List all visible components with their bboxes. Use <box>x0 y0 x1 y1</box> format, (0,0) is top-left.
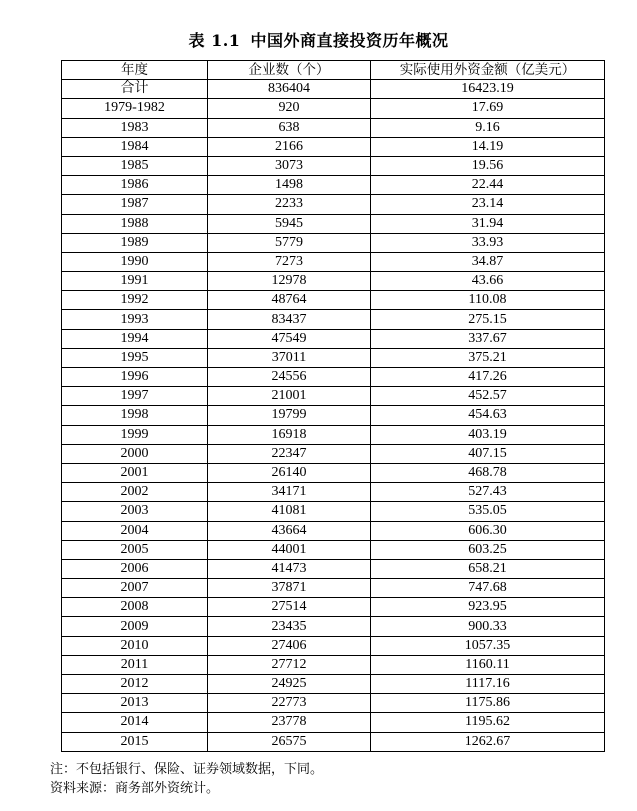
cell-amount: 375.21 <box>371 348 605 367</box>
cell-amount: 16423.19 <box>371 80 605 99</box>
cell-amount: 1057.35 <box>371 636 605 655</box>
cell-year: 2013 <box>62 694 208 713</box>
cell-amount: 1175.86 <box>371 694 605 713</box>
cell-year: 1992 <box>62 291 208 310</box>
cell-enterprises: 23435 <box>208 617 371 636</box>
table-row <box>62 617 605 636</box>
cell-enterprises: 34171 <box>208 483 371 502</box>
cell-amount: 34.87 <box>371 252 605 271</box>
cell-amount: 110.08 <box>371 291 605 310</box>
cell-amount: 417.26 <box>371 368 605 387</box>
table-row <box>62 732 605 751</box>
cell-enterprises: 2166 <box>208 137 371 156</box>
column-header-year: 年度 <box>62 61 208 80</box>
table-caption <box>0 28 637 51</box>
cell-amount: 17.69 <box>371 99 605 118</box>
cell-year: 1989 <box>62 233 208 252</box>
cell-amount: 923.95 <box>371 598 605 617</box>
cell-enterprises: 41473 <box>208 559 371 578</box>
cell-year: 1993 <box>62 310 208 329</box>
cell-year: 1985 <box>62 156 208 175</box>
cell-year: 1984 <box>62 137 208 156</box>
cell-enterprises: 24556 <box>208 368 371 387</box>
table-row <box>62 463 605 482</box>
cell-year: 2010 <box>62 636 208 655</box>
cell-amount: 603.25 <box>371 540 605 559</box>
table-row <box>62 559 605 578</box>
table-row <box>62 713 605 732</box>
cell-enterprises: 24925 <box>208 675 371 694</box>
cell-enterprises: 638 <box>208 118 371 137</box>
cell-amount: 337.67 <box>371 329 605 348</box>
table-row <box>62 348 605 367</box>
table-body <box>62 80 605 752</box>
table-row <box>62 137 605 156</box>
cell-year: 1996 <box>62 368 208 387</box>
cell-enterprises: 27406 <box>208 636 371 655</box>
cell-year: 1999 <box>62 425 208 444</box>
cell-amount: 403.19 <box>371 425 605 444</box>
cell-year: 1983 <box>62 118 208 137</box>
cell-enterprises: 26575 <box>208 732 371 751</box>
cell-amount: 31.94 <box>371 214 605 233</box>
cell-amount: 535.05 <box>371 502 605 521</box>
cell-enterprises: 1498 <box>208 176 371 195</box>
cell-amount: 22.44 <box>371 176 605 195</box>
cell-year: 1994 <box>62 329 208 348</box>
cell-year: 2014 <box>62 713 208 732</box>
cell-year: 1990 <box>62 252 208 271</box>
cell-enterprises: 26140 <box>208 463 371 482</box>
cell-amount: 527.43 <box>371 483 605 502</box>
cell-enterprises: 19799 <box>208 406 371 425</box>
cell-enterprises: 5945 <box>208 214 371 233</box>
table-title: 中国外商直接投资历年概况 <box>250 31 449 50</box>
cell-amount: 658.21 <box>371 559 605 578</box>
cell-enterprises: 47549 <box>208 329 371 348</box>
cell-amount: 23.14 <box>371 195 605 214</box>
cell-enterprises: 920 <box>208 99 371 118</box>
cell-year: 1995 <box>62 348 208 367</box>
table-row <box>62 694 605 713</box>
table-row <box>62 655 605 674</box>
cell-year: 2003 <box>62 502 208 521</box>
cell-enterprises: 23778 <box>208 713 371 732</box>
cell-amount: 606.30 <box>371 521 605 540</box>
cell-year: 2006 <box>62 559 208 578</box>
table-row <box>62 636 605 655</box>
cell-year: 1988 <box>62 214 208 233</box>
cell-year: 2012 <box>62 675 208 694</box>
cell-enterprises: 44001 <box>208 540 371 559</box>
table-row <box>62 176 605 195</box>
cell-year: 2015 <box>62 732 208 751</box>
cell-enterprises: 836404 <box>208 80 371 99</box>
table-number: 表 1.1 <box>188 31 241 50</box>
cell-amount: 407.15 <box>371 444 605 463</box>
cell-amount: 452.57 <box>371 387 605 406</box>
table-row <box>62 99 605 118</box>
footnotes <box>50 760 323 798</box>
cell-enterprises: 7273 <box>208 252 371 271</box>
table-row <box>62 272 605 291</box>
table-row <box>62 195 605 214</box>
cell-enterprises: 27514 <box>208 598 371 617</box>
cell-enterprises: 5779 <box>208 233 371 252</box>
cell-year: 2005 <box>62 540 208 559</box>
cell-amount: 900.33 <box>371 617 605 636</box>
table-row <box>62 406 605 425</box>
cell-amount: 33.93 <box>371 233 605 252</box>
cell-enterprises: 2233 <box>208 195 371 214</box>
cell-year: 1997 <box>62 387 208 406</box>
source-note: 资料来源：商务部外资统计。 <box>50 781 220 796</box>
table-row <box>62 80 605 99</box>
cell-enterprises: 22347 <box>208 444 371 463</box>
cell-year: 2011 <box>62 655 208 674</box>
cell-amount: 1117.16 <box>371 675 605 694</box>
cell-enterprises: 22773 <box>208 694 371 713</box>
cell-amount: 468.78 <box>371 463 605 482</box>
table-row <box>62 310 605 329</box>
table-row <box>62 425 605 444</box>
cell-year: 1998 <box>62 406 208 425</box>
table-row <box>62 579 605 598</box>
footnote: 注：不包括银行、保险、证券领域数据，下同。 <box>50 762 324 777</box>
column-header-enterprises: 企业数（个） <box>208 61 371 80</box>
table-row <box>62 368 605 387</box>
table-row <box>62 291 605 310</box>
cell-amount: 454.63 <box>371 406 605 425</box>
table-row <box>62 387 605 406</box>
cell-enterprises: 37871 <box>208 579 371 598</box>
cell-enterprises: 21001 <box>208 387 371 406</box>
table-row <box>62 502 605 521</box>
cell-enterprises: 43664 <box>208 521 371 540</box>
table-row <box>62 521 605 540</box>
cell-enterprises: 16918 <box>208 425 371 444</box>
cell-enterprises: 27712 <box>208 655 371 674</box>
table-row <box>62 483 605 502</box>
table-row <box>62 156 605 175</box>
cell-year: 1991 <box>62 272 208 291</box>
cell-enterprises: 48764 <box>208 291 371 310</box>
cell-amount: 14.19 <box>371 137 605 156</box>
cell-year: 1979-1982 <box>62 99 208 118</box>
cell-amount: 1195.62 <box>371 713 605 732</box>
cell-year: 2000 <box>62 444 208 463</box>
header-row <box>62 61 605 80</box>
cell-enterprises: 41081 <box>208 502 371 521</box>
cell-amount: 9.16 <box>371 118 605 137</box>
cell-year: 1986 <box>62 176 208 195</box>
cell-year: 2007 <box>62 579 208 598</box>
fdi-table <box>61 60 605 752</box>
table-row <box>62 214 605 233</box>
cell-enterprises: 37011 <box>208 348 371 367</box>
column-header-amount: 实际使用外资金额（亿美元） <box>371 61 605 80</box>
cell-amount: 1262.67 <box>371 732 605 751</box>
table-row <box>62 540 605 559</box>
cell-amount: 43.66 <box>371 272 605 291</box>
cell-amount: 1160.11 <box>371 655 605 674</box>
table-row <box>62 675 605 694</box>
cell-amount: 19.56 <box>371 156 605 175</box>
cell-year: 2009 <box>62 617 208 636</box>
table-row <box>62 598 605 617</box>
cell-year: 2001 <box>62 463 208 482</box>
cell-amount: 275.15 <box>371 310 605 329</box>
cell-enterprises: 3073 <box>208 156 371 175</box>
cell-year: 1987 <box>62 195 208 214</box>
cell-year: 2002 <box>62 483 208 502</box>
table-row <box>62 118 605 137</box>
table-row <box>62 329 605 348</box>
table-row <box>62 233 605 252</box>
cell-year: 2004 <box>62 521 208 540</box>
cell-enterprises: 12978 <box>208 272 371 291</box>
cell-year: 合计 <box>62 80 208 99</box>
cell-amount: 747.68 <box>371 579 605 598</box>
cell-enterprises: 83437 <box>208 310 371 329</box>
cell-year: 2008 <box>62 598 208 617</box>
table-row <box>62 444 605 463</box>
table-row <box>62 252 605 271</box>
